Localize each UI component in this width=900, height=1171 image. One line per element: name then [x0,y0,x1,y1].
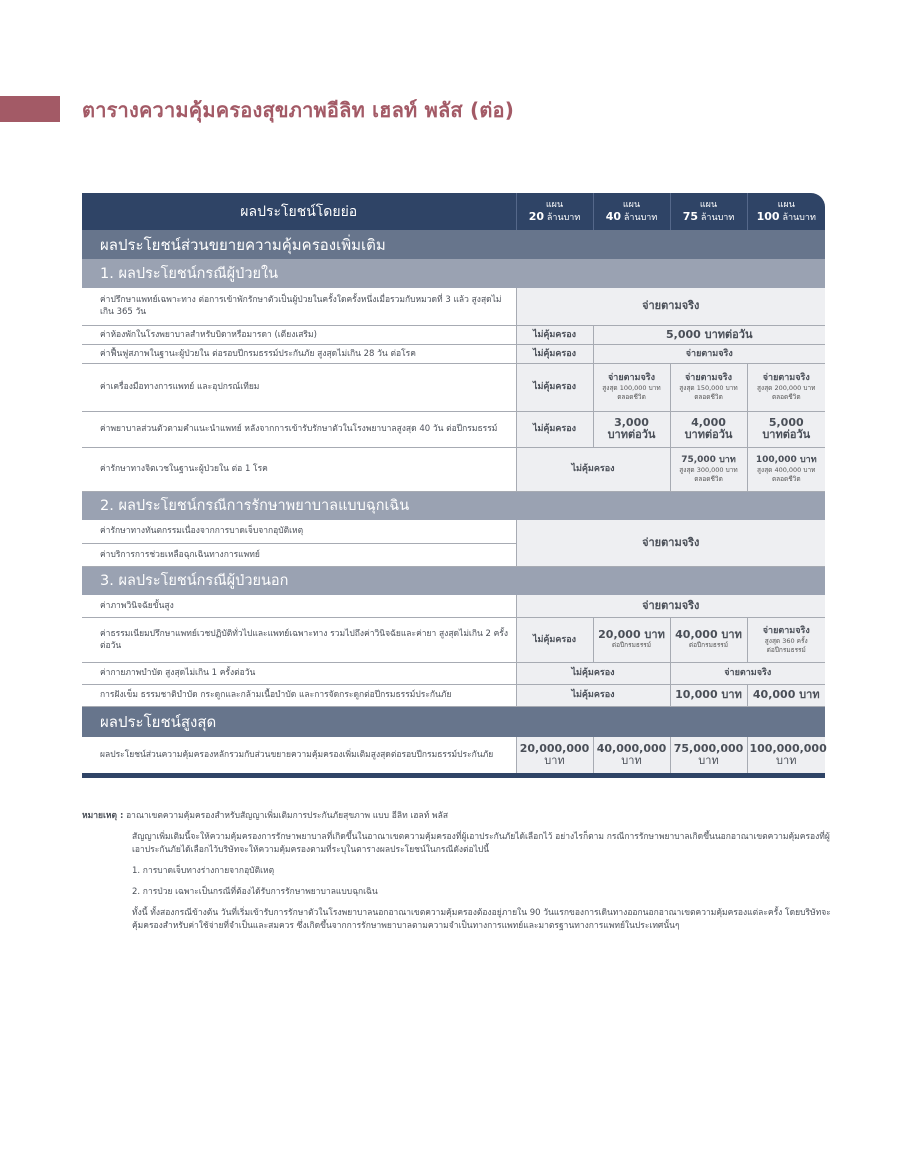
notes-section [82,810,842,941]
plan-100-header: แผน 100 ล้านบาท [747,193,825,230]
cell-value: 5,000 บาทต่อวัน [593,325,825,344]
row-label: ค่าธรรมเนียมปรึกษาแพทย์เวชปฏิบัติทั่วไปและแพทย์เฉพาะทาง รวมไปถึงค่าวินิจฉัยและค่ายา สูงสุดไม่เกิน 2 ครั้งต่อวัน [82,617,516,662]
table-row [82,737,825,773]
plan-20-header: แผน 20 ล้านบาท [516,193,593,230]
cell-value: 75,000,000 บาท [670,737,747,773]
cell-value: 75,000 บาท สูงสุด 300,000 บาท ตลอดชีวิต [670,447,747,491]
cell-value: 20,000 บาท ต่อปีกรมธรรม์ [593,617,670,662]
table-row [82,684,825,706]
cell-value: จ่ายตามจริง สูงสุด 200,000 บาท ตลอดชีวิต [747,363,825,411]
cell-value: 20,000,000 บาท [516,737,593,773]
cell-value: 100,000,000 บาท [747,737,825,773]
row-label: ค่าฟื้นฟูสภาพในฐานะผู้ป่วยใน ต่อรอบปีกรมธรรม์ประกันภัย สูงสุดไม่เกิน 28 วัน ต่อโรค [82,344,516,363]
cell-value: ไม่คุ้มครอง [516,662,670,684]
cell-value: จ่ายตามจริง สูงสุด 150,000 บาท ตลอดชีวิต [670,363,747,411]
plan-40-header: แผน 40 ล้านบาท [593,193,670,230]
section-outpatient: 3. ผลประโยชน์กรณีผู้ป่วยนอก [82,566,825,595]
page-title: ตารางความคุ้มครองสุขภาพอีลิท เฮลท์ พลัส (ต่อ) [82,98,515,122]
coverage-table [82,193,825,778]
table-row [82,325,825,344]
row-label: ค่าห้องพักในโรงพยาบาลสำหรับบิดาหรือมารดา (เตียงเสริม) [82,325,516,344]
row-label: ค่าเครื่องมือทางการแพทย์ และอุปกรณ์เทียม [82,363,516,411]
notes-item: 2. การป่วย เฉพาะเป็นกรณีที่ต้องได้รับการรักษาพยาบาลแบบฉุกเฉิน [132,887,378,897]
notes-paragraph: สัญญาเพิ่มเติมนี้จะให้ความคุ้มครองการรักษาพยาบาลที่เกิดขึ้นในอาณาเขตความคุ้มครองที่ผู้เอาประกันภัยได้เลือกไว้ อย่างไรก็ตาม กรณีการรักษาพยาบาลเกิดขึ้นนอกอาณาเขตความคุ้มครองที่ผู้เอาประกันภัยได้เลือกไว้บริษัทจะให้ความคุ้มครองตามที่ระบุในตารางผลประโยชน์ในกรณีดังต่อไปนี้ [132,832,830,855]
cell-value: 3,000 บาทต่อวัน [593,411,670,447]
benefit-summary-header: ผลประโยชน์โดยย่อ [82,193,516,230]
row-label: ค่าภาพวินิจฉัยขั้นสูง [82,595,516,617]
row-label: ผลประโยชน์ส่วนความคุ้มครองหลักรวมกับส่วนขยายความคุ้มครองเพิ่มเติมสูงสุดต่อรอบปีกรมธรรม์ประกันภัย [82,737,516,773]
table-row [82,447,825,491]
row-label: ค่ารักษาทางทันตกรรมเนื่องจากการบาดเจ็บจากอุบัติเหตุ [82,520,516,543]
notes-paragraph: ทั้งนี้ ทั้งสองกรณีข้างต้น วันที่เริ่มเข้ารับการรักษาตัวในโรงพยาบาลนอกอาณาเขตความคุ้มครองต้องอยู่ภายใน 90 วันแรกของการเดินทางออกนอกอาณาเขตความคุ้มครองแต่ละครั้ง โดยบริษัทจะคุ้มครองสำหรับค่าใช้จ่ายที่จำเป็นและสมควร ซึ่งเกิดขึ้นจากการรักษาพยาบาลตามความจำเป็นทางการแพทย์และมาตรฐานทางการแพทย์ในประเทศนั้นๆ [132,908,831,931]
cell-value: 40,000,000 บาท [593,737,670,773]
section-max-benefit: ผลประโยชน์สูงสุด [82,706,825,737]
row-label: ค่ารักษาทางจิตเวชในฐานะผู้ป่วยใน ต่อ 1 โรค [82,447,516,491]
section-extension: ผลประโยชน์ส่วนขยายความคุ้มครองเพิ่มเติม [82,230,825,259]
cell-value: ไม่คุ้มครอง [516,447,670,491]
cell-value: ไม่คุ้มครอง [516,344,593,363]
notes-item: 1. การบาดเจ็บทางร่างกายจากอุบัติเหตุ [132,866,275,876]
table-row [82,411,825,447]
cell-value: 40,000 บาท [747,684,825,706]
cell-value: ไม่คุ้มครอง [516,617,593,662]
cell-value: จ่ายตามจริง [593,344,825,363]
cell-value: 100,000 บาท สูงสุด 400,000 บาท ตลอดชีวิต [747,447,825,491]
cell-value: จ่ายตามจริง [670,662,825,684]
notes-heading: หมายเหตุ : อาณาเขตความคุ้มครองสำหรับสัญญาเพิ่มเติมการประกันภัยสุขภาพ แบบ อีลิท เฮลท์ พลัส [82,811,449,821]
cell-value: จ่ายตามจริง [516,520,825,566]
table-row [82,662,825,684]
cell-value: จ่ายตามจริง สูงสุด 360 ครั้ง ต่อปีกรมธรรม์ [747,617,825,662]
cell-value: จ่ายตามจริง [516,288,825,325]
cell-value: 5,000 บาทต่อวัน [747,411,825,447]
cell-value: ไม่คุ้มครอง [516,325,593,344]
row-label: ค่าบริการการช่วยเหลือฉุกเฉินทางการแพทย์ [82,543,516,566]
cell-value: จ่ายตามจริง [516,595,825,617]
table-row [82,617,825,662]
table-row [82,344,825,363]
section-inpatient: 1. ผลประโยชน์กรณีผู้ป่วยใน [82,259,825,288]
table-row [82,363,825,411]
table-row [82,595,825,617]
cell-value: 40,000 บาท ต่อปีกรมธรรม์ [670,617,747,662]
title-accent-bar [0,96,60,122]
row-label: การฝังเข็ม ธรรมชาติบำบัด กระดูกและกล้ามเนื้อบำบัด และการจัดกระดูกต่อปีกรมธรรม์ประกันภัย [82,684,516,706]
plan-75-header: แผน 75 ล้านบาท [670,193,747,230]
table-header-row [82,193,825,230]
row-label: ค่าปรึกษาแพทย์เฉพาะทาง ต่อการเข้าพักรักษาตัวเป็นผู้ป่วยในครั้งใดครั้งหนึ่งเมื่อรวมกับหมวดที่ 3 แล้ว สูงสุดไม่เกิน 365 วัน [82,288,516,325]
cell-value: 4,000 บาทต่อวัน [670,411,747,447]
cell-value: ไม่คุ้มครอง [516,684,670,706]
table-row [82,520,825,543]
row-label: ค่าพยาบาลส่วนตัวตามคำแนะนำแพทย์ หลังจากการเข้ารับรักษาตัวในโรงพยาบาลสูงสุด 40 วัน ต่อปีกรมธรรม์ [82,411,516,447]
cell-value: จ่ายตามจริง สูงสุด 100,000 บาท ตลอดชีวิต [593,363,670,411]
cell-value: 10,000 บาท [670,684,747,706]
cell-value: ไม่คุ้มครอง [516,411,593,447]
row-label: ค่ากายภาพบำบัด สูงสุดไม่เกิน 1 ครั้งต่อวัน [82,662,516,684]
section-emergency: 2. ผลประโยชน์กรณีการรักษาพยาบาลแบบฉุกเฉิน [82,491,825,520]
table-row [82,288,825,325]
table-bottom-bar [82,773,825,778]
cell-value: ไม่คุ้มครอง [516,363,593,411]
